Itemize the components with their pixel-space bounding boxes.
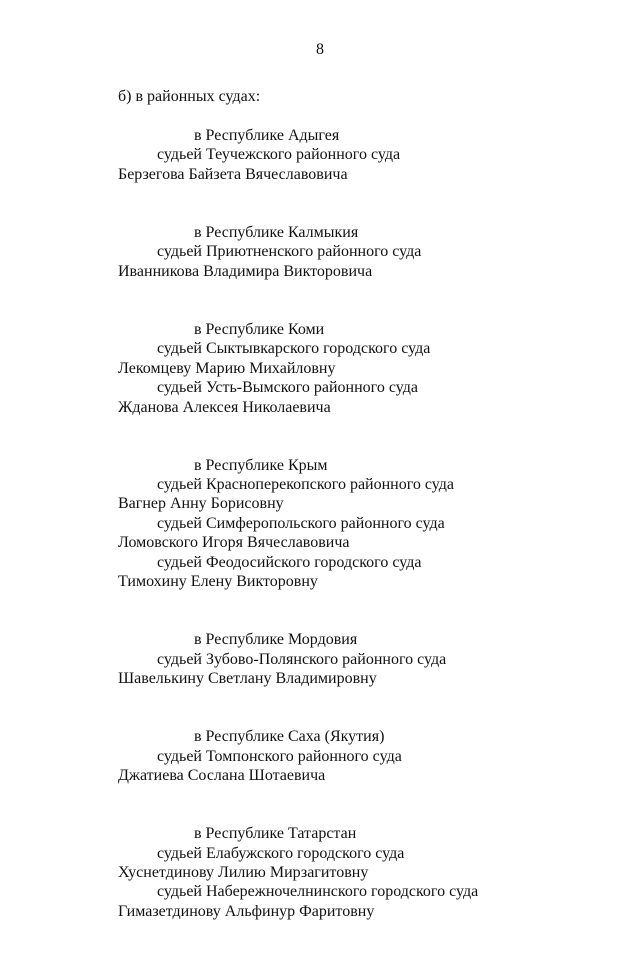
section-intro: б) в районных судах: xyxy=(118,88,261,105)
region-heading: в Республике Татарстан xyxy=(194,825,357,843)
court-position: судьей Усть-Вымского районного суда xyxy=(157,379,418,397)
appointments-list xyxy=(0,126,640,960)
region-block xyxy=(0,630,640,688)
appointee-name: Вагнер Анну Борисовну xyxy=(118,495,284,513)
court-position: судьей Симферопольского районного суда xyxy=(157,514,445,532)
appointee-name: Гимазетдинову Альфинур Фаритовну xyxy=(118,902,375,920)
appointee-name: Джатиева Сослана Шотаевича xyxy=(118,766,326,784)
region-block xyxy=(0,223,640,281)
region-block xyxy=(0,456,640,592)
region-block xyxy=(0,320,640,417)
court-position: судьей Теучежского районного суда xyxy=(157,146,401,164)
court-position: судьей Феодосийского городского суда xyxy=(157,553,422,571)
appointee-name: Ломовского Игоря Вячеславовича xyxy=(118,534,350,552)
appointee-name: Тимохину Елену Викторовну xyxy=(118,573,318,591)
appointee-name: Хуснетдинову Лилию Мирзагитовну xyxy=(118,863,369,881)
page-number: 8 xyxy=(316,41,324,58)
region-block xyxy=(0,126,640,184)
court-position: судьей Сыктывкарского городского суда xyxy=(157,340,431,358)
region-block xyxy=(0,727,640,785)
appointee-name: Жданова Алексея Николаевича xyxy=(118,398,331,416)
region-heading: в Республике Адыгея xyxy=(194,127,340,144)
region-heading: в Республике Саха (Якутия) xyxy=(194,728,385,746)
region-heading: в Республике Мордовия xyxy=(194,631,358,649)
court-position: судьей Елабужского городского суда xyxy=(157,844,405,862)
court-position: судьей Набережночелнинского городского суда xyxy=(157,883,479,901)
appointee-name: Иванникова Владимира Викторовича xyxy=(118,262,373,280)
region-heading: в Республике Крым xyxy=(194,456,328,474)
appointee-name: Шавелькину Светлану Владимировну xyxy=(118,670,377,687)
court-position: судьей Приютненского районного суда xyxy=(157,243,422,261)
court-position: судьей Красноперекопского районного суда xyxy=(157,476,455,494)
region-heading: в Республике Коми xyxy=(194,320,325,338)
region-block xyxy=(0,824,640,921)
appointee-name: Лекомцеву Марию Михайловну xyxy=(118,359,336,377)
court-position: судьей Томпонского районного суда xyxy=(157,747,402,765)
region-heading: в Республике Калмыкия xyxy=(194,223,359,241)
court-position: судьей Зубово-Полянского районного суда xyxy=(157,650,447,668)
appointee-name: Берзегова Байзета Вячеславовича xyxy=(118,165,348,183)
